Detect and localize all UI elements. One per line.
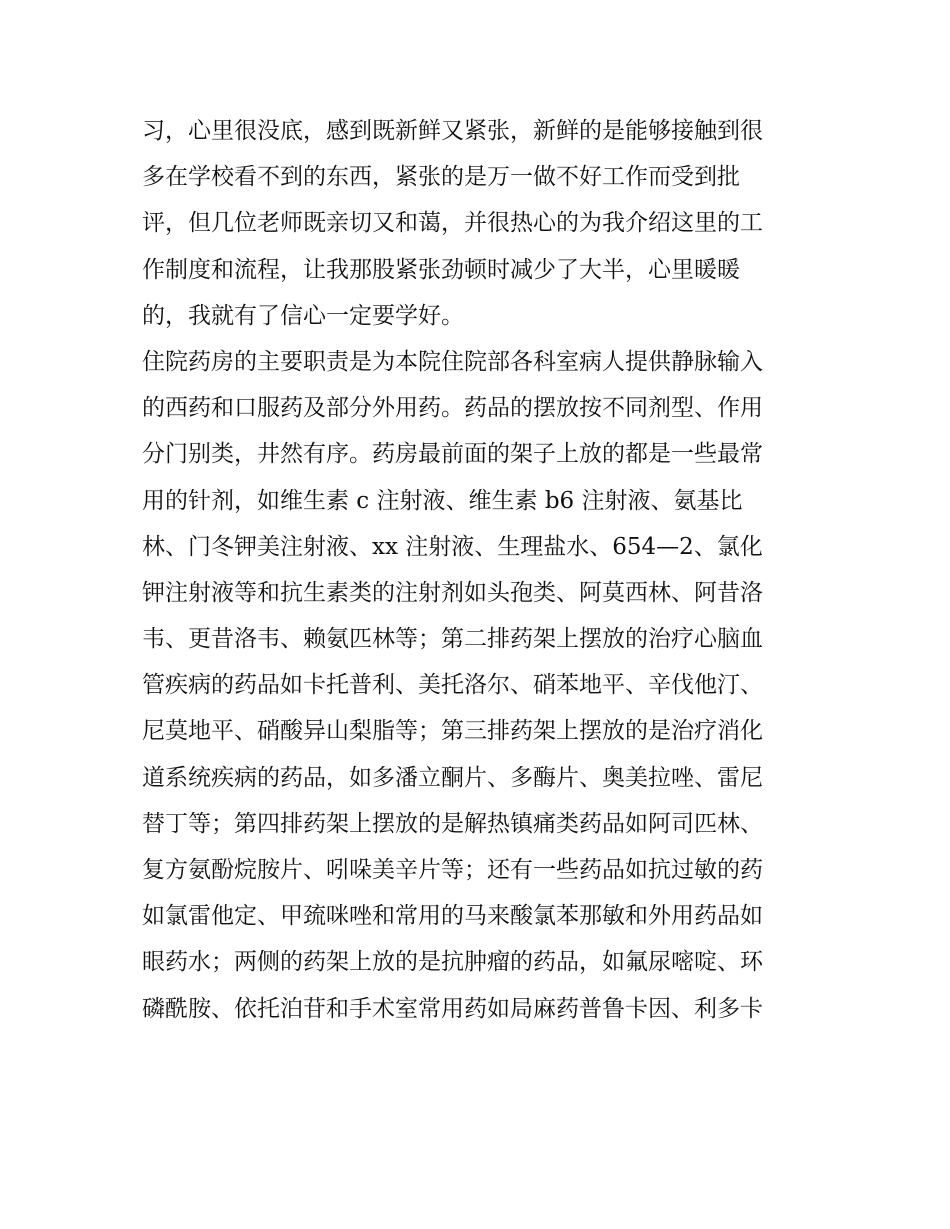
text-line: 尼莫地平、硝酸异山梨脂等；第三排药架上摆放的是治疗消化 <box>142 718 763 745</box>
text-line: 磷酰胺、依托泊苷和手术室常用药如局麻药普鲁卡因、利多卡 <box>142 995 763 1022</box>
text-line: 分门别类，井然有序。药房最前面的架子上放的都是一些最常 <box>142 441 763 468</box>
text-line: 用的针剂，如维生素 c 注射液、维生素 b6 注射液、氨基比 <box>142 487 743 514</box>
text-line: 韦、更昔洛韦、赖氨匹林等；第二排药架上摆放的治疗心脑血 <box>142 626 763 653</box>
text-line: 的，我就有了信心一定要学好。 <box>142 302 464 329</box>
text-line: 道系统疾病的药品，如多潘立酮片、多酶片、奥美拉唑、雷尼 <box>142 764 763 791</box>
text-line: 钾注射液等和抗生素类的注射剂如头孢类、阿莫西林、阿昔洛 <box>142 579 763 606</box>
text-line: 替丁等；第四排药架上摆放的是解热镇痛类药品如阿司匹林、 <box>142 810 763 837</box>
body-text <box>142 108 822 1032</box>
text-line: 习，心里很没底，感到既新鲜又紧张，新鲜的是能够接触到很 <box>142 118 763 144</box>
text-line: 评，但几位老师既亲切又和蔼，并很热心的为我介绍这里的工 <box>142 210 763 237</box>
text-line: 林、门冬钾美注射液、xx 注射液、生理盐水、654—2、氯化 <box>142 533 763 560</box>
text-line: 作制度和流程，让我那股紧张劲顿时减少了大半，心里暖暖 <box>142 256 740 283</box>
text-line: 住院药房的主要职责是为本院住院部各科室病人提供静脉输入 <box>142 348 763 375</box>
text-line: 多在学校看不到的东西，紧张的是万一做不好工作而受到批 <box>142 164 740 191</box>
text-line: 管疾病的药品如卡托普利、美托洛尔、硝苯地平、辛伐他汀、 <box>142 672 763 699</box>
text-line: 如氯雷他定、甲巯咪唑和常用的马来酸氯苯那敏和外用药品如 <box>142 903 763 930</box>
text-line: 复方氨酚烷胺片、吲哚美辛片等；还有一些药品如抗过敏的药 <box>142 857 763 883</box>
text-line: 的西药和口服药及部分外用药。药品的摆放按不同剂型、作用 <box>142 395 763 422</box>
text-line: 眼药水；两侧的药架上放的是抗肿瘤的药品，如氟尿嘧啶、环 <box>142 949 763 976</box>
